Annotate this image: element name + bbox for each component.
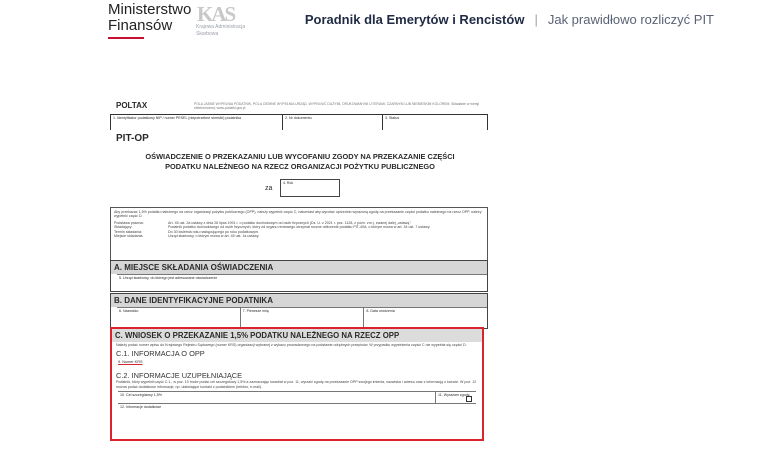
ministry-name-line1: Ministerstwo <box>108 1 192 18</box>
info-value: Urząd skarbowy, o którym mowa w art. 45 ust. 1a ustawy. <box>168 234 260 239</box>
info-value: Podatnik podatku dochodowego od osób fizycznych, który od organu rentowego otrzymał roczne obliczenie podatku PIT-40A, o którym mowa w art. 34 ust. 7 ustawy. <box>168 225 431 230</box>
section-c-highlight <box>110 327 484 441</box>
informacje-dodatkowe-field: 12. Informacje dodatkowe <box>118 403 476 417</box>
zgoda-label: 11. Wyrażam zgodę <box>438 393 470 398</box>
form-top-note: POLA JASNE WYPEŁNIA PODATNIK, POLA CIEMNE WYPEŁNIA URZĄD. WYPEŁNIĆ DUŻYMI, DRUKOWANYMI LITERAMI, CZARNYM LUB NIEBIESKIM KOLOREM. Składanie w wersji elektronicznej: www.podatki.gov.pl <box>194 102 480 110</box>
za-label: za <box>265 185 273 192</box>
cel-szczegolowy-field: 10. Cel szczegółowy 1,5% <box>118 392 436 403</box>
info-value: Do 30 kwietnia roku następującego po roku podatkowym. <box>168 229 260 234</box>
ministry-name-line2: Finansów <box>108 17 173 34</box>
nav-link-poradnik[interactable]: Poradnik dla Emerytów i Rencistów <box>304 12 525 27</box>
kas-logo-line1: Krajowa Administracja <box>196 24 246 30</box>
info-key: Podstawa prawna: <box>114 220 144 225</box>
section-a-heading: A. MIEJSCE SKŁADANIA OŚWIADCZENIA <box>111 261 487 274</box>
krs-field: 9. Numer KRS <box>118 360 143 365</box>
section-c-heading: C. WNIOSEK O PRZEKAZANIE 1,5% PODATKU NALEŻNEGO NA RZECZ OPP <box>112 329 482 342</box>
section-b-fields <box>117 307 487 327</box>
ministry-accent-bar <box>108 37 144 39</box>
id-cell-doc: 2. Nr dokumentu <box>283 115 383 130</box>
kas-logo-mark: KAS <box>197 2 235 26</box>
urzad-field: 5. Urząd skarbowy, do którego jest adresowane oświadczenie <box>117 274 487 288</box>
imie-field: 7. Pierwsze imię <box>241 308 365 327</box>
section-c-description: Należy podać numer wpisu do Krajowego Rejestru Sądowego (numer KRS) organizacji wybranej z wykazu prowadzonego na podstawie odrębnych przepisów. W przypadku wypełnienia części C nie wypełnia się części D. <box>116 343 467 347</box>
kas-logo[interactable] <box>193 2 263 38</box>
data-urodzenia-field: 8. Data urodzenia <box>366 309 395 313</box>
kas-logo-line2: Skarbowa <box>196 31 219 37</box>
pit-op-form-image <box>110 95 488 447</box>
c2-heading: C.2. INFORMACJE UZUPEŁNIAJĄCE <box>116 371 243 381</box>
c1-heading: C.1. INFORMACJA O OPP <box>116 349 205 359</box>
instructions-box <box>110 207 488 267</box>
form-code: PIT-OP <box>116 133 149 144</box>
info-key: Termin składania: <box>114 229 142 234</box>
id-cell-nip: 1. Identyfikator podatkowy NIP / numer PESEL (niepotrzebne skreślić) podatnika <box>111 115 283 130</box>
section-b-heading: B. DANE IDENTYFIKACYJNE PODATNIKA <box>111 294 487 307</box>
id-cell-status: 3. Status <box>385 116 400 120</box>
nav-separator: | <box>534 12 538 27</box>
section-b <box>110 293 488 329</box>
info-key: Miejsce składania: <box>114 234 144 239</box>
info-row <box>114 234 484 238</box>
ministry-logo[interactable] <box>108 2 191 39</box>
zgoda-field <box>436 392 476 403</box>
poltax-label: POLTAX <box>116 101 148 110</box>
nav-current-page: Jak prawidłowo rozliczyć PIT <box>547 12 714 27</box>
form-title: OŚWIADCZENIE O PRZEKAZANIU LUB WYCOFANIU ZGODY NA PRZEKAZANIE CZĘŚCI PODATKU NALEŻNEGO NA RZECZ ORGANIZACJI POŻYTKU PUBLICZNEGO <box>145 152 455 171</box>
info-value: Art. 45 ust. 2a ustawy z dnia 26 lipca 1991 r. o podatku dochodowym od osób fizycznych (Dz. U. z 2021 r. poz. 1128, z późn. zm.), zwanej dalej „ustawą”. <box>168 220 412 225</box>
breadcrumb <box>305 12 714 27</box>
rok-field: 4. Rok <box>280 179 340 197</box>
nazwisko-field: 6. Nazwisko <box>117 308 241 327</box>
cel-row <box>118 391 476 403</box>
intro-text: Aby przekazać 1,5% podatku należnego na rzecz organizacji pożytku publicznego (OPP), należy wypełnić część C, natomiast aby wycofać uprzednio wyrażoną zgodę na przekazanie części podatku należnego na rzecz OPP, należy wypełnić część D. <box>114 210 482 219</box>
id-row <box>110 114 488 130</box>
info-key: Składający: <box>114 225 133 230</box>
section-a <box>110 260 488 292</box>
c2-description: Podatnik, który wypełnił część C.1., w poz. 10 może podać cel szczegółowy 1,5% a zaznaczając kwadrat w poz. 11, wyrazić zgodę na przekazanie OPP swojego imienia, nazwiska i adresu oraz z informacją o kwocie. W poz. 12 można podać dodatkowe informacje, np. ułatwiające kontakt z podatnikiem (telefon, e-mail). <box>116 380 477 389</box>
zgoda-checkbox <box>466 396 472 402</box>
